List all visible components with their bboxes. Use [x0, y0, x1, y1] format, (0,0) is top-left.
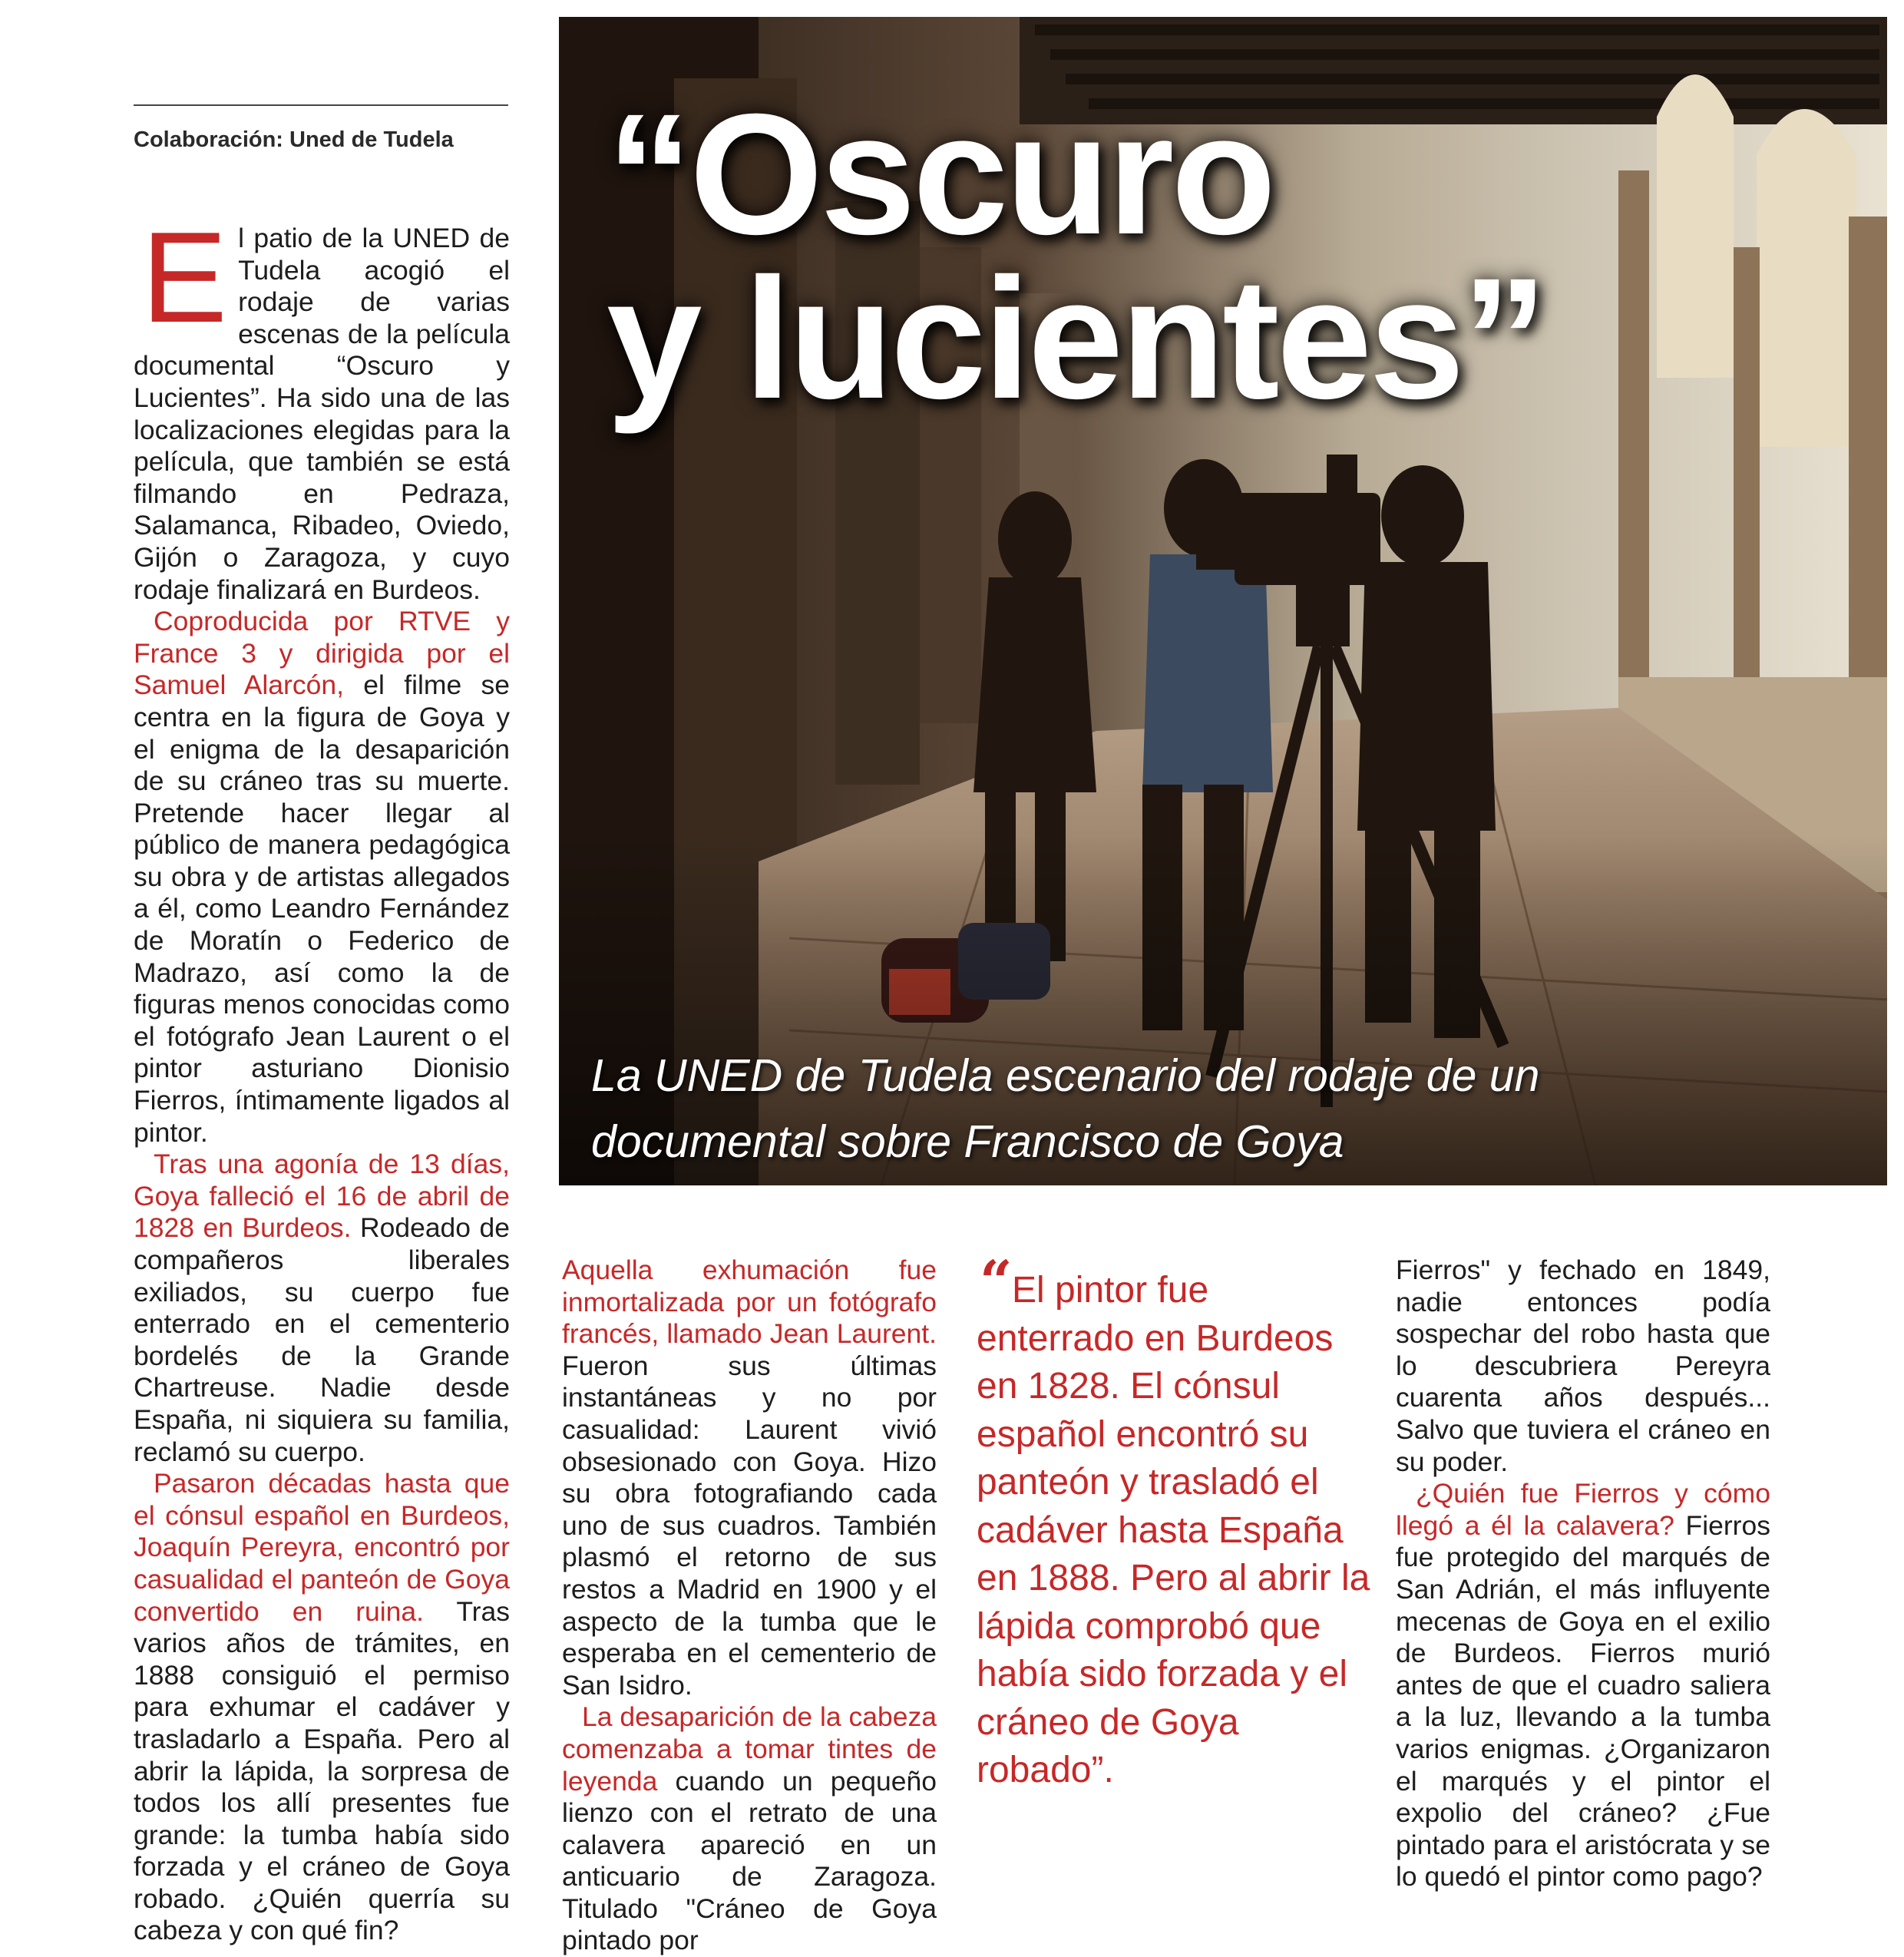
paragraph [562, 1701, 937, 1957]
highlight-text: La desaparición de la cabeza comenzaba a tomar tintes de leyenda [562, 1701, 937, 1797]
highlight-text: Coproducida por RTVE y France 3 y dirigida por el Samuel Alarcón, [134, 606, 510, 701]
paragraph [134, 606, 510, 1149]
paragraph [134, 205, 510, 606]
subheadline-line-2: documental sobre Francisco de Goya [591, 1116, 1344, 1167]
paragraph-text: Fierros" y fechado en 1849, nadie entonces podía sospechar del robo hasta que lo descubriera Pereyra cuarenta años después... Salvo que tuviera el cráneo en su poder. [1396, 1255, 1770, 1477]
pull-quote-text: El pintor fue enterrado en Burdeos en 1828. El cónsul español encontró su panteón y trasladó el cadáver hasta España en 1888. Pero al abrir la lápida comprobó que había sido forzada y el cráneo de Goya robado”. [977, 1270, 1370, 1790]
highlight-text: Tras una agonía de 13 días, Goya falleció el 16 de abril de 1828 en Burdeos. [134, 1149, 510, 1244]
paragraph-text: Fueron sus últimas instantáneas y no por casualidad: Laurent vivió obsesionado con Goya. Hizo su obra fotografiando cada uno de sus cuadros. También plasmó el retorno de sus restos a Madrid en 1900 y el aspecto de la tumba que le esperaba en el cementerio de San Isidro. [562, 1350, 937, 1701]
subheadline-line-1: La UNED de Tudela escenario del rodaje de un [591, 1050, 1540, 1101]
headline-line-2: y lucientes” [607, 243, 1545, 435]
paragraph-text: Rodeado de compañeros liberales exiliados, su cuerpo fue enterrado en el cementerio bordelés de la Grande Chartreuse. Nadie desde España, ni siquiera su familia, reclamó su cuerpo. [134, 1212, 510, 1467]
headline [607, 78, 1545, 435]
subheadline [591, 1043, 1858, 1175]
credit-line: Colaboración: Uned de Tudela [134, 127, 454, 152]
article-column-2 [562, 1255, 937, 1957]
top-rule [134, 104, 508, 106]
headline-line-1: “Oscuro [607, 78, 1274, 270]
quote-mark: “ [980, 1249, 1013, 1315]
paragraph-text: el filme se centra en la figura de Goya y el enigma de la desaparición de su cráneo tras su muerte. Pretende hacer llegar al público de manera pedagógica su obra y de artistas allegados a él, como Leandro Fernández de Moratín o Federico de Madrazo, así como la de figuras menos conocidas como el fotógrafo Jean Laurent o el pintor asturiano Dionisio Fierros, íntimamente ligados al pintor. [134, 669, 510, 1148]
paragraph [562, 1255, 937, 1701]
highlight-text: Pasaron décadas hasta que el cónsul español en Burdeos, Joaquín Pereyra, encontró por casualidad el panteón de Goya convertido en ruina. [134, 1468, 510, 1627]
paragraph-text: Fierros fue protegido del marqués de San Adrián, el más influyente mecenas de Goya en el exilio de Burdeos. Fierros murió antes de que el cuadro saliera a la luz, llevando a la tumba varios enigmas. ¿Organizaron el marqués y el pintor el expolio del cráneo? ¿Fue pintado para el aristócrata y se lo quedó el pintor como pago? [1396, 1509, 1770, 1893]
drop-cap: E [141, 205, 228, 349]
paragraph [1396, 1478, 1770, 1893]
paragraph [134, 1149, 510, 1468]
article-column-4 [1396, 1255, 1770, 1893]
paragraph [1396, 1255, 1770, 1478]
pull-quote [977, 1267, 1376, 1795]
article-column-1 [134, 205, 510, 1947]
paragraph-text: cuando un pequeño lienzo con el retrato de una calavera apareció en un anticuario de Zaragoza. Titulado "Cráneo de Goya pintado por [562, 1765, 937, 1956]
paragraph-text: l patio de la UNED de Tudela acogió el rodaje de varias escenas de la película documental “Oscuro y Lucientes”. Ha sido una de las localizaciones elegidas para la película, que también se está filmando en Pedraza, Salamanca, Ribadeo, Oviedo, Gijón o Zaragoza, y cuyo rodaje finalizará en Burdeos. [134, 223, 510, 605]
paragraph [134, 1468, 510, 1947]
paragraph-text: Tras varios años de trámites, en 1888 consiguió el permiso para exhumar el cadáver y trasladarlo a España. Pero al abrir la lápida, la sorpresa de todos los allí presentes fue grande: la tumba había sido forzada y el cráneo de Goya robado. ¿Quién querría su cabeza y con qué fin? [134, 1595, 510, 1946]
highlight-text: Aquella exhumación fue inmortalizada por un fotógrafo francés, llamado Jean Laurent. [562, 1255, 937, 1350]
highlight-text: ¿Quién fue Fierros y cómo llegó a él la calavera? [1396, 1478, 1770, 1541]
